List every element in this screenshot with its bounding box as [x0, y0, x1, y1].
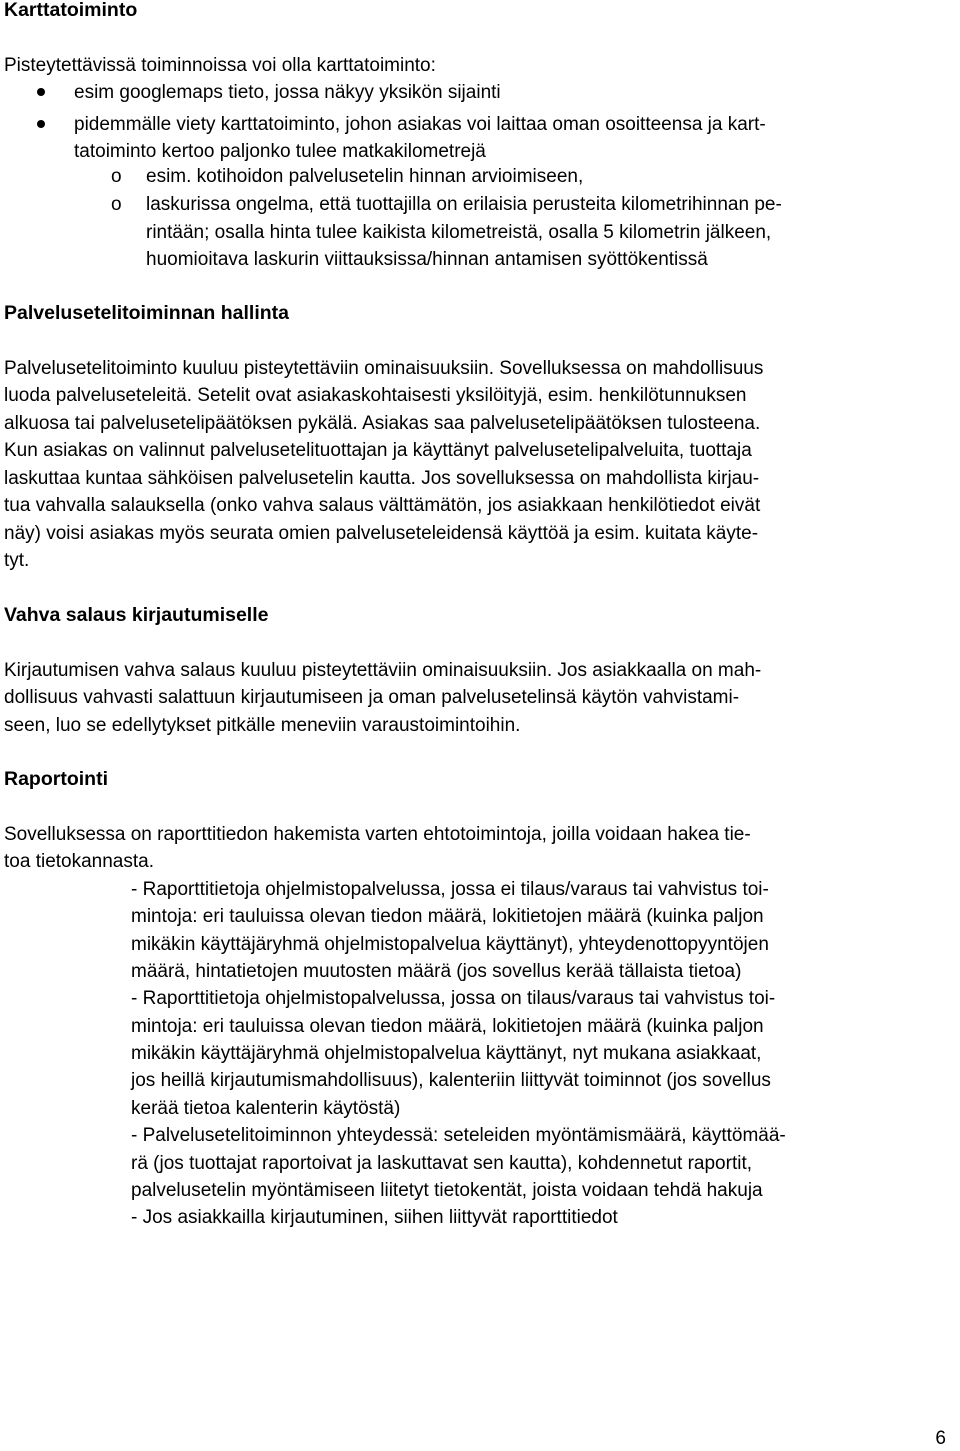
map-bullet-1: esim googlemaps tieto, jossa näkyy yksikön sijainti [74, 82, 501, 103]
map-sub-2-line-1: laskurissa ongelma, että tuottajilla on erilaisia perusteita kilometrihinnan pe- [146, 194, 782, 215]
sub-bullet-icon: o [111, 166, 122, 187]
voucher-line: tyt. [4, 550, 30, 571]
map-sub-2-line-3: huomioitava laskurin viittauksissa/hinnan antamisen syöttökentissä [146, 249, 708, 270]
map-sub-2-line-2: rintään; osalla hinta tulee kaikista kilometreistä, osalla 5 kilometrin jälkeen, [146, 222, 772, 243]
report-list-line: määrä, hintatietojen muutosten määrä (jos sovellus kerää tällaista tietoa) [131, 961, 742, 982]
heading-raportointi: Raportointi [4, 768, 108, 790]
map-intro: Pisteytettävissä toiminnoissa voi olla karttatoiminto: [4, 55, 436, 76]
report-list-line: palvelusetelin myöntämiseen liitetyt tietokentät, joista voidaan tehdä hakuja [131, 1180, 763, 1201]
report-list-line: jos heillä kirjautumismahdollisuus), kalenteriin liittyvät toiminnot (jos sovellus [131, 1070, 771, 1091]
report-list-line: mintoja: eri tauluissa olevan tiedon määrä, lokitietojen määrä (kuinka paljon [131, 1016, 764, 1037]
bullet-icon [37, 88, 45, 96]
report-list-line: - Jos asiakkailla kirjautuminen, siihen liittyvät raporttitiedot [131, 1207, 618, 1228]
voucher-line: alkuosa tai palvelusetelipäätöksen pykälä. Asiakas saa palvelusetelipäätöksen tulosteena. [4, 413, 761, 434]
voucher-line: luoda palveluseteleitä. Setelit ovat asiakaskohtaisesti yksilöityjä, esim. henkilötunnuksen [4, 385, 747, 406]
map-bullet-2-line-1: pidemmälle viety karttatoiminto, johon asiakas voi laittaa oman osoitteensa ja kart- [74, 114, 766, 135]
report-list-line: mikäkin käyttäjäryhmä ohjelmistopalvelua käyttänyt), yhteydenottopyyntöjen [131, 934, 769, 955]
auth-line: seen, luo se edellytykset pitkälle meneviin varaustoimintoihin. [4, 715, 521, 736]
heading-karttatoiminto: Karttatoiminto [4, 0, 138, 21]
voucher-line: Palvelusetelitoiminto kuuluu pisteytettäviin ominaisuuksiin. Sovelluksessa on mahdollisuus [4, 358, 764, 379]
report-list-line: mikäkin käyttäjäryhmä ohjelmistopalvelua käyttänyt, nyt mukana asiakkaat, [131, 1043, 762, 1064]
page-number: 6 [935, 1428, 946, 1449]
voucher-line: tua vahvalla salauksella (onko vahva salaus välttämätön, jos asiakkaan henkilötiedot eivät [4, 495, 761, 516]
report-list-line: rä (jos tuottajat raportoivat ja laskuttavat sen kautta), kohdennetut raportit, [131, 1153, 753, 1174]
map-bullet-2-line-2: tatoiminto kertoo paljonko tulee matkakilometrejä [74, 141, 486, 162]
voucher-line: laskuttaa kuntaa sähköisen palvelusetelin kautta. Jos sovelluksessa on mahdollista kirjau- [4, 468, 760, 489]
report-list-line: - Palvelusetelitoiminnon yhteydessä: seteleiden myöntämismäärä, käyttömää- [131, 1125, 786, 1146]
voucher-line: Kun asiakas on valinnut palvelusetelituottajan ja käyttänyt palvelusetelipalveluita, tuottaja [4, 440, 752, 461]
report-list-line: - Raporttitietoja ohjelmistopalvelussa, jossa on tilaus/varaus tai vahvistus toi- [131, 988, 776, 1009]
auth-line: dollisuus vahvasti salattuun kirjautumiseen ja oman palvelusetelinsä käytön vahvistami- [4, 687, 740, 708]
sub-bullet-icon: o [111, 194, 122, 215]
report-list-line: - Raporttitietoja ohjelmistopalvelussa, jossa ei tilaus/varaus tai vahvistus toi- [131, 879, 769, 900]
heading-vahva-salaus: Vahva salaus kirjautumiselle [4, 604, 269, 626]
bullet-icon [37, 120, 45, 128]
report-intro-line: Sovelluksessa on raporttitiedon hakemista varten ehtotoimintoja, joilla voidaan hakea tie- [4, 824, 751, 845]
report-intro-line: toa tietokannasta. [4, 851, 154, 872]
heading-palvelusetelitoiminnan-hallinta: Palvelusetelitoiminnan hallinta [4, 302, 289, 324]
report-list-line: kerää tietoa kalenterin käytöstä) [131, 1098, 401, 1119]
auth-line: Kirjautumisen vahva salaus kuuluu pisteytettäviin ominaisuuksiin. Jos asiakkaalla on mah- [4, 660, 762, 681]
voucher-line: näy) voisi asiakas myös seurata omien palveluseteleidensä käyttöä ja esim. kuitata käyte- [4, 523, 759, 544]
report-list-line: mintoja: eri tauluissa olevan tiedon määrä, lokitietojen määrä (kuinka paljon [131, 906, 764, 927]
map-sub-1: esim. kotihoidon palvelusetelin hinnan arvioimiseen, [146, 166, 584, 187]
